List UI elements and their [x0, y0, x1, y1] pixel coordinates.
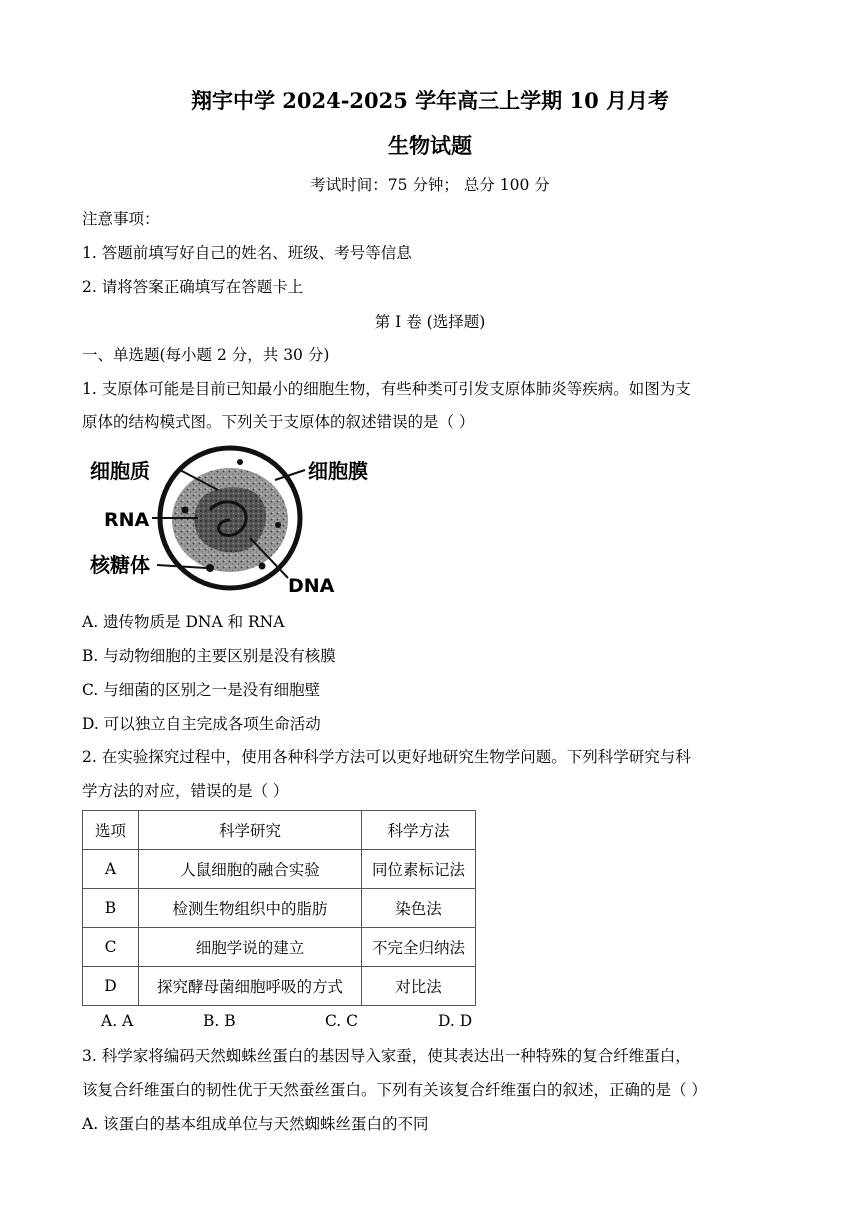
table-row — [83, 850, 476, 889]
table-cell: 人鼠细胞的融合实验 — [139, 850, 362, 889]
label-rna: RNA — [104, 509, 150, 531]
q2-stem-line1: 2. 在实验探究过程中，使用各种科学方法可以更好地研究生物学问题。下列科学研究与科 — [82, 748, 691, 766]
q2-option-c: C. C — [325, 1012, 359, 1030]
label-dna: DNA — [288, 575, 335, 597]
ribosome-dot — [275, 522, 281, 528]
label-membrane: 细胞膜 — [308, 459, 368, 483]
table-cell: A — [83, 850, 139, 889]
q2-stem-line2: 学方法的对应，错误的是（ ） — [82, 782, 289, 800]
note-item: 1. 答题前填写好自己的姓名、班级、考号等信息 — [82, 244, 412, 262]
table-cell: B — [83, 889, 139, 928]
table-header-cell: 科学研究 — [139, 811, 362, 850]
q2-option-a: A. A — [101, 1012, 134, 1030]
table-cell: 同位素标记法 — [362, 850, 476, 889]
ribosome-dot — [182, 507, 189, 514]
ribosome-dot — [237, 459, 243, 465]
q1-option-d: D. 可以独立自主完成各项生命活动 — [82, 715, 321, 733]
q3-stem-line1: 3. 科学家将编码天然蜘蛛丝蛋白的基因导入家蚕，使其表达出一种特殊的复合纤维蛋白， — [82, 1047, 691, 1065]
table-cell: 检测生物组织中的脂肪 — [139, 889, 362, 928]
q2-option-d: D. D — [438, 1012, 473, 1030]
notes-heading: 注意事项： — [82, 210, 160, 228]
table-row — [83, 967, 476, 1006]
table-cell: 不完全归纳法 — [362, 928, 476, 967]
q1-option-b: B. 与动物细胞的主要区别是没有核膜 — [82, 647, 336, 665]
ribosome-dot — [206, 564, 214, 572]
q3-stem-line2: 该复合纤维蛋白的韧性优于天然蚕丝蛋白。下列有关该复合纤维蛋白的叙述，正确的是（ ） — [82, 1081, 707, 1099]
q1-stem-line1: 1. 支原体可能是目前已知最小的细胞生物，有些种类可引发支原体肺炎等疾病。如图为支 — [82, 380, 691, 398]
q3-option-a: A. 该蛋白的基本组成单位与天然蜘蛛丝蛋白的不同 — [82, 1115, 429, 1133]
table-cell: 细胞学说的建立 — [139, 928, 362, 967]
table-cell: 染色法 — [362, 889, 476, 928]
exam-title: 翔宇中学 2024-2025 学年高三上学期 10 月月考 — [190, 88, 670, 113]
mycoplasma-structure-figure — [90, 440, 380, 600]
label-ribosome: 核糖体 — [90, 553, 150, 577]
table-row — [83, 889, 476, 928]
label-cytoplasm: 细胞质 — [90, 459, 150, 483]
ribosome-dot — [259, 563, 266, 570]
table-header-cell: 科学方法 — [362, 811, 476, 850]
note-item: 2. 请将答案正确填写在答题卡上 — [82, 278, 304, 296]
table-cell: 对比法 — [362, 967, 476, 1006]
q1-option-c: C. 与细菌的区别之一是没有细胞壁 — [82, 681, 321, 699]
q1-option-a: A. 遗传物质是 DNA 和 RNA — [82, 613, 285, 631]
table-header-cell: 选项 — [83, 811, 139, 850]
table-cell: C — [83, 928, 139, 967]
table-cell: D — [83, 967, 139, 1006]
table-cell: 探究酵母菌细胞呼吸的方式 — [139, 967, 362, 1006]
exam-info: 考试时间：75 分钟； 总分 100 分 — [310, 176, 550, 194]
section-heading: 一、单选题(每小题 2 分，共 30 分) — [82, 346, 330, 364]
table-row — [83, 928, 476, 967]
volume-heading: 第 I 卷 (选择题) — [374, 313, 486, 331]
exam-subtitle: 生物试题 — [388, 133, 472, 158]
table-header-row — [83, 811, 476, 850]
science-methods-table — [82, 810, 476, 1006]
q1-stem-line2: 原体的结构模式图。下列关于支原体的叙述错误的是（ ） — [82, 413, 475, 431]
q2-option-b: B. B — [203, 1012, 236, 1030]
